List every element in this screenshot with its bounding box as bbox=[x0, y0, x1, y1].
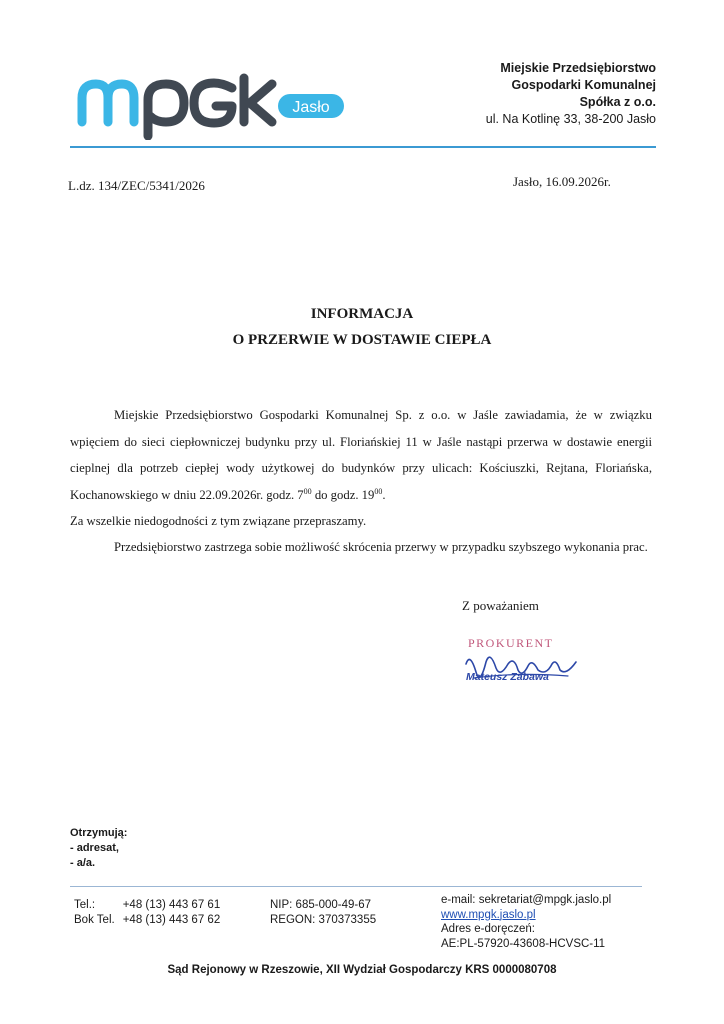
document-title: INFORMACJA bbox=[310, 306, 414, 322]
stamp-name: Mateusz Zabawa bbox=[466, 671, 549, 683]
tel-value: +48 (13) 443 67 61 bbox=[122, 899, 221, 911]
reference-number: L.dz. 134/ZEC/5341/2026 bbox=[68, 178, 205, 193]
edelivery-address: AE:PL-57920-43608-HCVSC-11 bbox=[441, 937, 606, 950]
header-divider bbox=[70, 146, 656, 148]
p3-text: Przedsiębiorstwo zastrzega sobie możliwość skrócenia przerwy w przypadku szybszego wykonania prac. bbox=[114, 540, 648, 554]
p1-end: . bbox=[382, 487, 386, 502]
company-name-line1: Miejskie Przedsiębiorstwo bbox=[500, 61, 656, 75]
recipients-heading: Otrzymują: bbox=[70, 827, 128, 839]
footer-phones bbox=[74, 898, 228, 927]
court-registration: Sąd Rejonowy w Rzeszowie, XII Wydział Gospodarczy KRS 0000080708 bbox=[167, 964, 557, 976]
edelivery-label: Adres e-doręczeń: bbox=[441, 923, 535, 935]
p1-mid: do godz. 19 bbox=[311, 487, 375, 502]
p1-main: Miejskie Przedsiębiorstwo Gospodarki Komunalnej Sp. z o.o. w Jaśle zawiadamia, że w związku wpięciem do sieci ciepłowniczej budynku przy ul. Floriańskiej 11 w Jaśle nastąpi przerwa w dostawie energii cieplnej dla potrzeb ciepłej wody użytkowej do budynków przy ulicach: Kościuszki, Rejtana, Floriańska, Kochanowskiego w dniu 22.09.2026r. godz. 7 bbox=[70, 408, 652, 502]
logo-badge-text: Jasło bbox=[292, 99, 330, 116]
body-paragraph-3 bbox=[70, 534, 652, 561]
bok-tel-label: Bok Tel. bbox=[74, 913, 115, 926]
p1-end-minutes: 00 bbox=[374, 486, 383, 496]
company-logo bbox=[76, 70, 346, 140]
company-address: ul. Na Kotlinę 33, 38-200 Jasło bbox=[485, 112, 656, 126]
website-link[interactable]: www.mpgk.jaslo.pl bbox=[441, 908, 536, 921]
regon-number: REGON: 370373355 bbox=[270, 913, 377, 926]
recipient-item: - adresat, bbox=[70, 842, 119, 854]
handwritten-signature bbox=[456, 642, 586, 690]
logo-letter-g bbox=[194, 83, 232, 123]
company-name-line3: Spółka z o.o. bbox=[579, 95, 656, 109]
footer-contact bbox=[441, 893, 611, 951]
footer-divider bbox=[70, 886, 642, 887]
stamp-title: PROKURENT bbox=[468, 636, 554, 650]
p1-start-minutes: 00 bbox=[303, 486, 312, 496]
body-paragraph-1 bbox=[70, 402, 652, 508]
recipients-block bbox=[70, 826, 127, 871]
company-name-line2: Gospodarki Komunalnej bbox=[511, 78, 656, 92]
email-address: e-mail: sekretariat@mpgk.jaslo.pl bbox=[441, 894, 612, 906]
logo-letter-k bbox=[244, 78, 272, 122]
nip-number: NIP: 685-000-49-67 bbox=[270, 899, 372, 911]
tel-label: Tel.: bbox=[74, 899, 96, 911]
logo-letter-p bbox=[148, 84, 184, 136]
company-details bbox=[486, 60, 656, 128]
closing-phrase: Z poważaniem bbox=[462, 598, 539, 613]
footer-registry bbox=[270, 898, 376, 927]
document-subtitle: O PRZERWIE W DOSTAWIE CIEPŁA bbox=[232, 332, 492, 348]
recipient-item: - a/a. bbox=[70, 857, 96, 869]
bok-tel-value: +48 (13) 443 67 62 bbox=[122, 913, 221, 926]
letter-date: Jasło, 16.09.2026r. bbox=[513, 174, 611, 189]
logo-letter-m bbox=[82, 84, 134, 122]
body-paragraph-2: Za wszelkie niedogodności z tym związane przepraszamy. bbox=[70, 514, 367, 528]
